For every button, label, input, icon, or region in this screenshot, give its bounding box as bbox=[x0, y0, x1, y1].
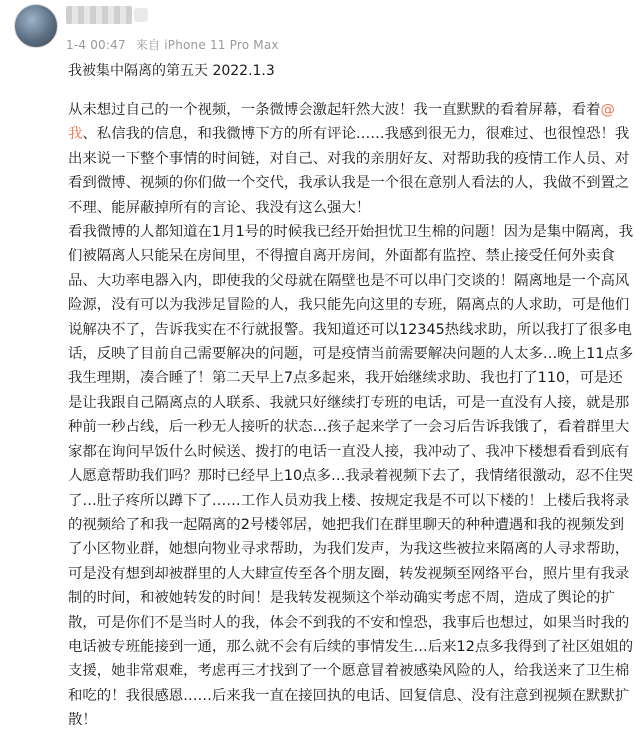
post-title: 我被集中隔离的第五天 2022.1.3 bbox=[68, 63, 275, 79]
post-meta bbox=[66, 36, 285, 53]
paragraph-text: 从未想过自己的一个视频，一条微博会激起轩然大波！我一直默默的看着屏幕，看着 bbox=[68, 102, 601, 118]
post-body bbox=[68, 98, 634, 733]
paragraph: 看我微博的人都知道在1月1号的时候我已经开始担忧卫生棉的问题！因为是集中隔离，我们被隔离人只能呆在房间里，不得擅自离开房间，外面都有监控、禁止接受任何外卖食品、大功率电器入内，即使我的父母就在隔壁也是不可以串门交谈的！隔离地是一个高风险源，没有可以为我涉足冒险的人，我只能先向这里的专班，隔离点的人求助，可是他们说解决不了，告诉我实在不行就报警。我知道还可以12345热线求助，所以我打了很多电话，反映了目前自己需要解决的问题，可是疫情当前需要解决问题的人太多…晚上11点多我生理期，凑合睡了！第二天早上7点多起来，我开始继续求助、我也打了110，可是还是让我跟自己隔离点的人联系、我就只好继续打专班的电话，可是一直没有人接，就是那种前一秒占线，后一秒无人接听的状态…孩子起来学了一会习后告诉我饿了，看着群里大家都在询问早饭什么时候送、拨打的电话一直没人接，我冲动了、我冲下楼想看看到底有人愿意帮助我们吗？那时已经早上10点多…我录着视频下去了，我情绪很激动，忍不住哭了…肚子疼所以蹲下了……工作人员劝我上楼、按规定我是不可以下楼的！上楼后我将录的视频给了和我一起隔离的2号楼邻居，她把我们在群里聊天的种种遭遇和我的视频发到了小区物业群，她想向物业寻求帮助，为我们发声，为我这些被拉来隔离的人寻求帮助，可是没有想到却被群里的人大肆宣传至各个朋友圈，转发视频至网络平台，照片里有我录制的时间，和被她转发的时间！是我转发视频这个举动确实考虑不周，造成了舆论的扩散，可是你们不是当时人的我，体会不到我的不安和惶恐，我事后也想过，如果当时我的电话被专班能接到一通，那么就不会有后续的事情发生…后来12点多我得到了社区姐姐的支援，她非常艰难，考虑再三才找到了一个愿意冒着被感染风险的人，给我送来了卫生棉和吃的！我很感恩……后来我一直在接回执的电话、回复信息、没有注意到视频在默默扩散！ bbox=[68, 224, 634, 729]
avatar[interactable] bbox=[14, 4, 58, 48]
post-time: 1-4 00:47 bbox=[66, 38, 126, 52]
paragraph bbox=[68, 98, 634, 220]
username-blurred[interactable] bbox=[66, 6, 132, 24]
paragraph-text: 、私信我的信息，和我微博下方的所有评论……我感到很无力，很难过、也很惶恐！我出来说一下整个事情的时间链，对自己、对我的亲朋好友、对帮助我的疫情工作人员、对看到微博、视频的你们做一个交代，我承认我是一个很在意别人看法的人，我做不到置之不理、能屏蔽掉所有的言论、我没有这么强大！ bbox=[68, 126, 630, 216]
post-source: 来自 iPhone 11 Pro Max bbox=[135, 38, 279, 52]
mention-link[interactable]: @我 bbox=[68, 102, 615, 143]
user-badge-icon bbox=[134, 8, 148, 22]
post-header bbox=[0, 0, 640, 58]
